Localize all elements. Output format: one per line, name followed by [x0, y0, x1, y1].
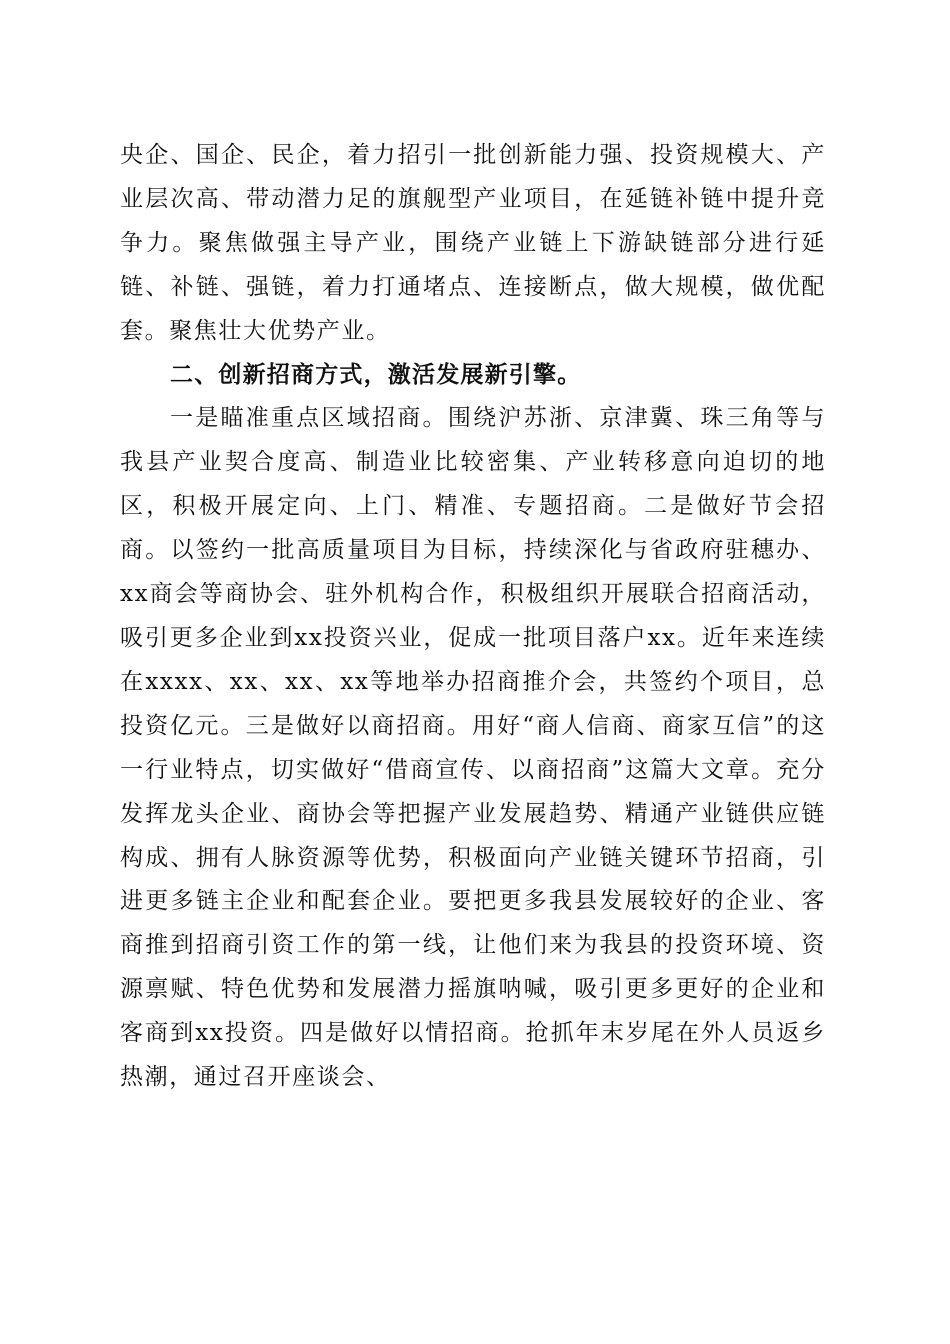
paragraph-body-text: 围绕沪苏浙、京津冀、珠三角等与我县产业契合度高、制造业比较密集、产业转移意向迫切的地区，积极开展定向、上门、精准、专题招商。二是做好节会招商。以签约一批高质量项目为目标，持续深化与省政府驻穗办、xx商会等商协会、驻外机构合作，积极组织开展联合招商活动，吸引更多企业到xx投资兴业，促成一批项目落户xx。近年来连续在xxxx、xx、xx、xx等地举办招商推介会，共签约个项目，总投资亿元。三是做好以商招商。用好“商人信商、商家互信”的这一行业特点，切实做好“借商宣传、以商招商”这篇大文章。充分发挥龙头企业、商协会等把握产业发展趋势、精通产业链供应链构成、拥有人脉资源等优势，积极面向产业链关键环节招商，引进更多链主企业和配套企业。要把更多我县发展较好的企业、客商推到招商引资工作的第一线，让他们来为我县的投资环境、资源禀赋、特色优势和发展潜力摇旗呐喊，吸引更多更好的企业和客商到xx投资。四是做好以情招商。抢抓年末岁尾在外人员返乡热潮，通过召开座谈会、 — [120, 405, 826, 1091]
paragraph-investment-methods — [120, 397, 826, 1100]
paragraph-lead-phrase: 一是瞄准重点区域招商。 — [170, 405, 448, 432]
paragraph-continuation: 央企、国企、民企，着力招引一批创新能力强、投资规模大、产业层次高、带动潜力足的旗舰型产业项目，在延链补链中提升竞争力。聚焦做强主导产业，围绕产业链上下游缺链部分进行延链、补链、强链，着力打通堵点、连接断点，做大规模，做优配套。聚焦壮大优势产业。 — [120, 142, 826, 344]
document-body — [120, 134, 826, 1100]
section-heading: 二、创新招商方式，激活发展新引擎。 — [170, 361, 582, 388]
